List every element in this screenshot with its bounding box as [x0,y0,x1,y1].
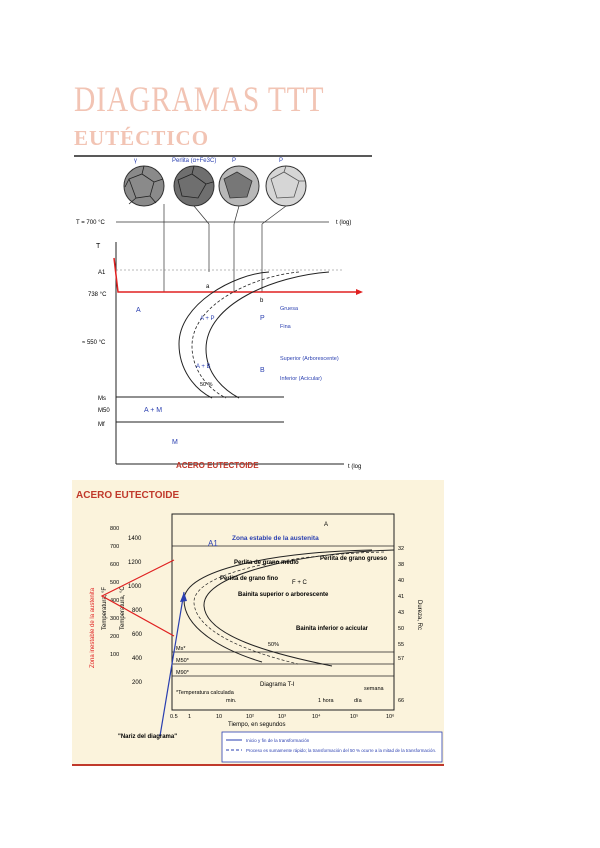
connector-line [234,206,239,224]
x-label: Tiempo, en segundos [228,722,286,728]
page-subtitle: EUTÉCTICO [74,126,210,150]
dureza-tick: 55 [398,642,405,648]
microstructure-p1 [219,166,259,206]
temp-calc-label: *Temperatura calculada [176,690,234,696]
hora-label: 1 hora [318,698,334,704]
dureza-tick: 38 [398,562,405,568]
region-ap: A + P [200,316,215,322]
dureza-tick: 57 [398,656,405,662]
dia-label: día [354,698,362,704]
x-tick: 10⁴ [312,714,321,720]
y-label-c: Temperatura, °C [120,586,126,630]
ttt-diagram-figure-1 [74,154,372,472]
temp-550: ≈ 550 °C [82,340,106,346]
mf-label: Mf [98,422,105,428]
x-tick: 10 [216,714,223,720]
connector-line [194,206,209,224]
page-title: DIAGRAMAS TTT [74,79,325,119]
legend-solid-text: Inicio y fin de la transformación [246,738,310,743]
y-tick-f: 800 [132,608,143,614]
fc-label: F + C [292,580,307,586]
bottom-rule [72,764,444,766]
phase-label: P [232,158,237,164]
point-b: b [260,298,264,304]
region-m: M [172,439,178,446]
fina-label: Fina [280,324,291,330]
region-ab: A + B [196,364,211,370]
dureza-label: Dureza, Rc [416,600,422,631]
superior-label: Superior (Arborescente) [280,356,339,362]
microstructure-perlita [174,166,214,206]
legend-box [222,732,442,762]
y-tick-f: 1000 [128,584,142,590]
y-label-f: Temperatura, °F [102,586,108,630]
ttt-diagram-figure-2 [72,480,444,766]
y-tick-f: 1200 [128,560,142,566]
x-tick: 0.5 [170,714,178,720]
semana-label: semana [364,686,384,692]
pct-50: 50 % [200,382,213,388]
region-am: A + M [144,407,163,414]
t-axis-label: T [96,243,101,250]
x-tick: 10³ [278,714,286,720]
tlog-label: t (log) [336,220,352,226]
bainita-sup: Bainita superior o arborescente [238,592,329,598]
diagrama-label: Diagrama T-I [260,682,295,688]
dureza-tick: 50 [398,626,405,632]
dureza-tick: 32 [398,546,405,552]
ms-label: Ms [98,396,106,402]
zona-inestable-label: Zona inestable de la austenita [90,587,96,668]
x-tick: 10² [246,714,254,720]
perlita-medio: Perlita de grano medio [234,560,299,566]
figure2-heading: ACERO EUTECTOIDE [76,490,180,501]
point-a: a [206,284,210,290]
inferior-label: Inferior (Acicular) [280,376,322,382]
arrow-head [356,289,363,295]
gruesa-label: Gruesa [280,306,299,312]
t700-label: T = 700 °C [76,220,105,226]
ms-label: Ms* [176,646,186,652]
x-tick: 10⁶ [386,714,395,720]
nariz-label: "Nariz del diagrama" [118,734,178,740]
min-label: min. [226,698,237,704]
x-tick: 10⁵ [350,714,359,720]
y-tick-c: 700 [110,544,120,550]
y-tick-f: 400 [132,656,143,662]
perlita-fino: Perlita de grano fino [220,576,279,582]
region-b: B [260,367,265,374]
bainita-inf: Bainita inferior o acicular [296,626,369,632]
y-tick-f: 600 [132,632,143,638]
m50-label: M50 [98,408,110,414]
y-tick-f: 200 [132,680,143,686]
y-tick-c: 600 [110,562,120,568]
microstructure-p2 [266,166,306,206]
zona-estable-label: Zona estable de la austenita [232,535,319,542]
temp-738: 738 °C [88,292,107,298]
connector-line [262,206,286,224]
phase-label: P [279,158,284,164]
dureza-tick: 43 [398,610,405,616]
region-p: P [260,315,265,322]
y-tick-c: 100 [110,652,120,658]
phase-label: γ [134,158,137,164]
dureza-tick: 40 [398,578,405,584]
tlog-bottom: t (log [348,464,362,470]
dureza-tick: 41 [398,594,405,600]
perlita-gruesa: Perlita de grano grueso [320,556,388,562]
legend-dashed-text: Proceso es sumamente rápido; la transformación del 50 % ocurre a la mitad de la transformación. [246,748,437,753]
y-tick-c: 500 [110,580,120,586]
figure1-caption: ACERO EUTECTOIDE [176,461,259,470]
y-tick-c: 800 [110,526,120,532]
m50-label: M50* [176,658,189,664]
dureza-tick: 66 [398,698,405,704]
phase-label: Perlita (α+Fe3C) [172,158,217,164]
a1-label: A1 [208,539,218,548]
x-tick: 1 [188,714,192,720]
microstructure-gamma [124,166,164,206]
cooling-path [114,258,356,292]
m90-label: M90* [176,670,189,676]
y-tick-c: 300 [110,616,120,622]
a-top-label: A [324,522,329,528]
y-tick-f: 1400 [128,536,142,542]
pct-50: 50% [268,642,280,648]
a1-label: A1 [98,270,106,276]
region-a: A [136,307,141,314]
y-tick-c: 200 [110,634,120,640]
y-tick-c: 400 [110,598,120,604]
